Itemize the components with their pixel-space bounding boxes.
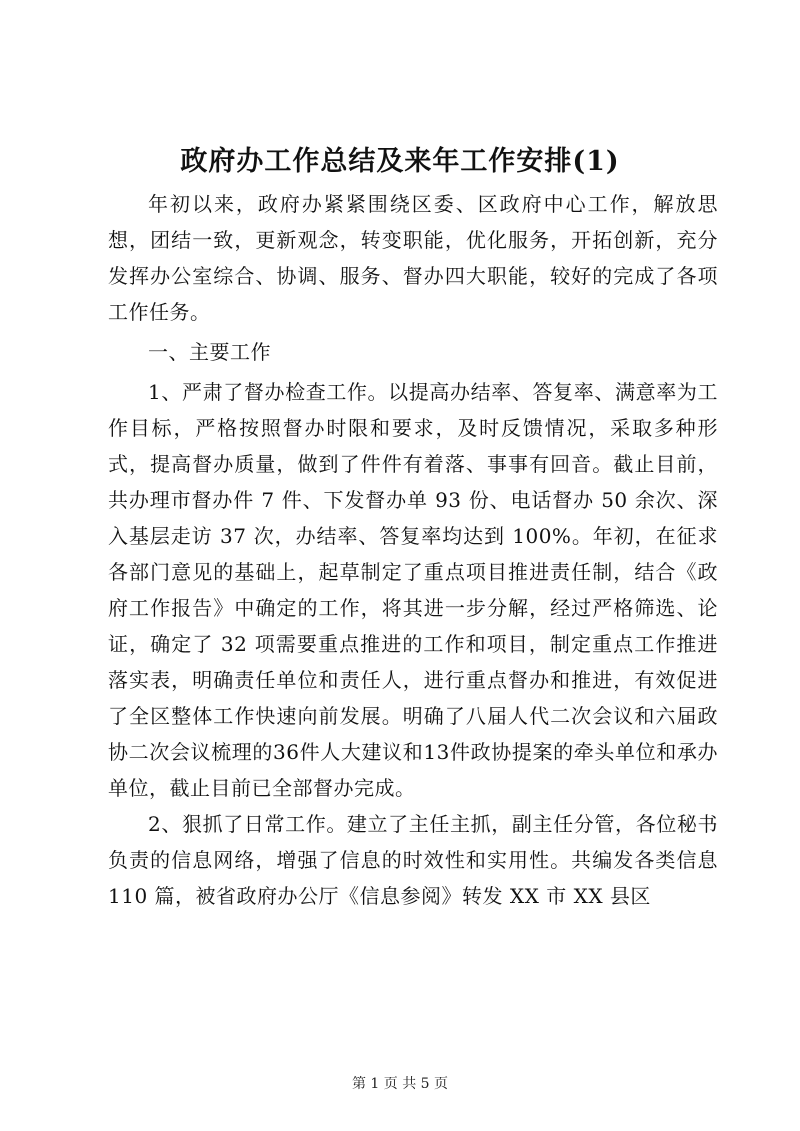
work-item-2-paragraph: 2、狠抓了日常工作。建立了主任主抓，副主任分管，各位秘书负责的信息网络，增强了信息的时效性和实用性。共编发各类信息 110 篇，被省政府办公厅《信息参阅》转发 XX 市 XX 县区 [108, 812, 718, 908]
intro-paragraph: 年初以来，政府办紧紧围绕区委、区政府中心工作，解放思想，团结一致，更新观念，转变职能，优化服务，开拓创新，充分发挥办公室综合、协调、服务、督办四大职能，较好的完成了各项工作任务。 [108, 192, 718, 324]
document-body [108, 186, 718, 914]
work-item-1-paragraph: 1、严肃了督办检查工作。以提高办结率、答复率、满意率为工作目标，严格按照督办时限和要求，及时反馈情况，采取多种形式，提高督办质量，做到了件件有着落、事事有回音。截止目前，共办理市督办件 7 件、下发督办单 93 份、电话督办 50 余次、深入基层走访 37 次，办结率、答复率均达到 100%。年初，在征求各部门意见的基础上，起草制定了重点项目推进责任制，结合《政府工作报告》中确定的工作，将其进一步分解，经过严格筛选、论证，确定了 32 项需要重点推进的工作和项目，制定重点工作推进落实表，明确责任单位和责任人，进行重点督办和推进，有效促进了全区整体工作快速向前发展。明确了八届人代二次会议和六届政协二次会议梳理的36件人大建议和13件政协提案的牵头单位和承办单位，截止目前已全部督办完成。 [108, 380, 718, 800]
page-number: 第 1 页 共 5 页 [351, 1076, 449, 1092]
document-title: 政府办工作总结及来年工作安排(1) [180, 146, 620, 177]
section-heading: 一、主要工作 [148, 340, 271, 364]
